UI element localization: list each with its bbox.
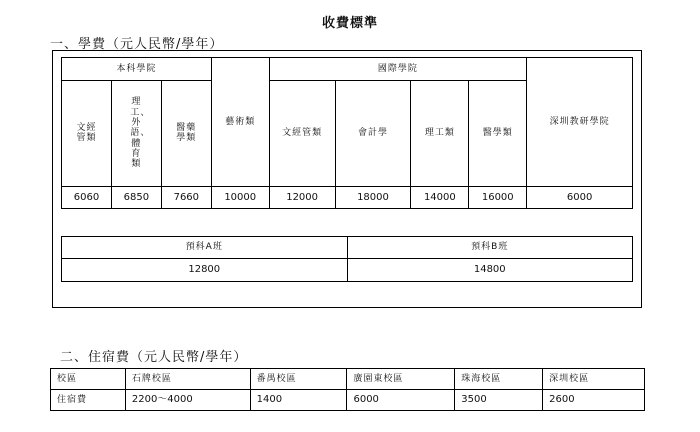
fee-cell: 16000 — [469, 187, 527, 209]
campus-name: 石牌校區 — [125, 369, 250, 390]
fee-cell: 6850 — [111, 187, 161, 209]
prep-b-fee: 14800 — [347, 259, 633, 282]
campus-label: 校區 — [51, 369, 126, 390]
prep-a-fee: 12800 — [62, 259, 348, 282]
campus-name: 廣園東校區 — [347, 369, 455, 390]
fee-cell: 12000 — [269, 187, 335, 209]
col-intl-med-header: 醫學類 — [469, 81, 527, 187]
campus-name: 番禺校區 — [250, 369, 347, 390]
fee-cell: 6060 — [62, 187, 112, 209]
campus-name: 深圳校區 — [543, 369, 645, 390]
prep-table — [61, 236, 633, 282]
fee-cell: 7660 — [161, 187, 211, 209]
housing-heading: 二、住宿費（元人民幣/學年） — [60, 350, 248, 365]
housing-fee-label: 住宿費 — [51, 390, 126, 411]
housing-table — [50, 368, 645, 411]
col-med-header: 醫藥學類 — [161, 81, 211, 187]
col-intl-arts-header: 文經管類 — [269, 81, 335, 187]
group-domestic-header: 本科學院 — [62, 58, 212, 81]
col-accounting-header: 會計學 — [335, 81, 411, 187]
housing-fee: 6000 — [347, 390, 455, 411]
tuition-heading: 一、學費（元人民幣/學年） — [50, 37, 224, 52]
fee-cell: 14000 — [411, 187, 469, 209]
fee-cell: 18000 — [335, 187, 411, 209]
prep-b-label: 預科B班 — [347, 237, 633, 259]
page-title: 收費標準 — [321, 16, 378, 31]
tuition-table — [61, 57, 633, 209]
fee-cell: 6000 — [527, 187, 633, 209]
housing-fee: 3500 — [455, 390, 543, 411]
col-intl-sci-header: 理工類 — [411, 81, 469, 187]
campus-name: 珠海校區 — [455, 369, 543, 390]
col-art-header: 藝術類 — [211, 58, 269, 187]
col-arts-header: 文經管類 — [62, 81, 112, 187]
housing-fee: 2600 — [543, 390, 645, 411]
group-intl-header: 國際學院 — [269, 58, 527, 81]
housing-fee: 2200～4000 — [125, 390, 250, 411]
col-shenzhen-header: 深圳教研學院 — [527, 58, 633, 187]
housing-fee: 1400 — [250, 390, 347, 411]
prep-a-label: 預科A班 — [62, 237, 348, 259]
fee-cell: 10000 — [211, 187, 269, 209]
col-sci-header: 理工、外語、體育類 — [111, 81, 161, 187]
